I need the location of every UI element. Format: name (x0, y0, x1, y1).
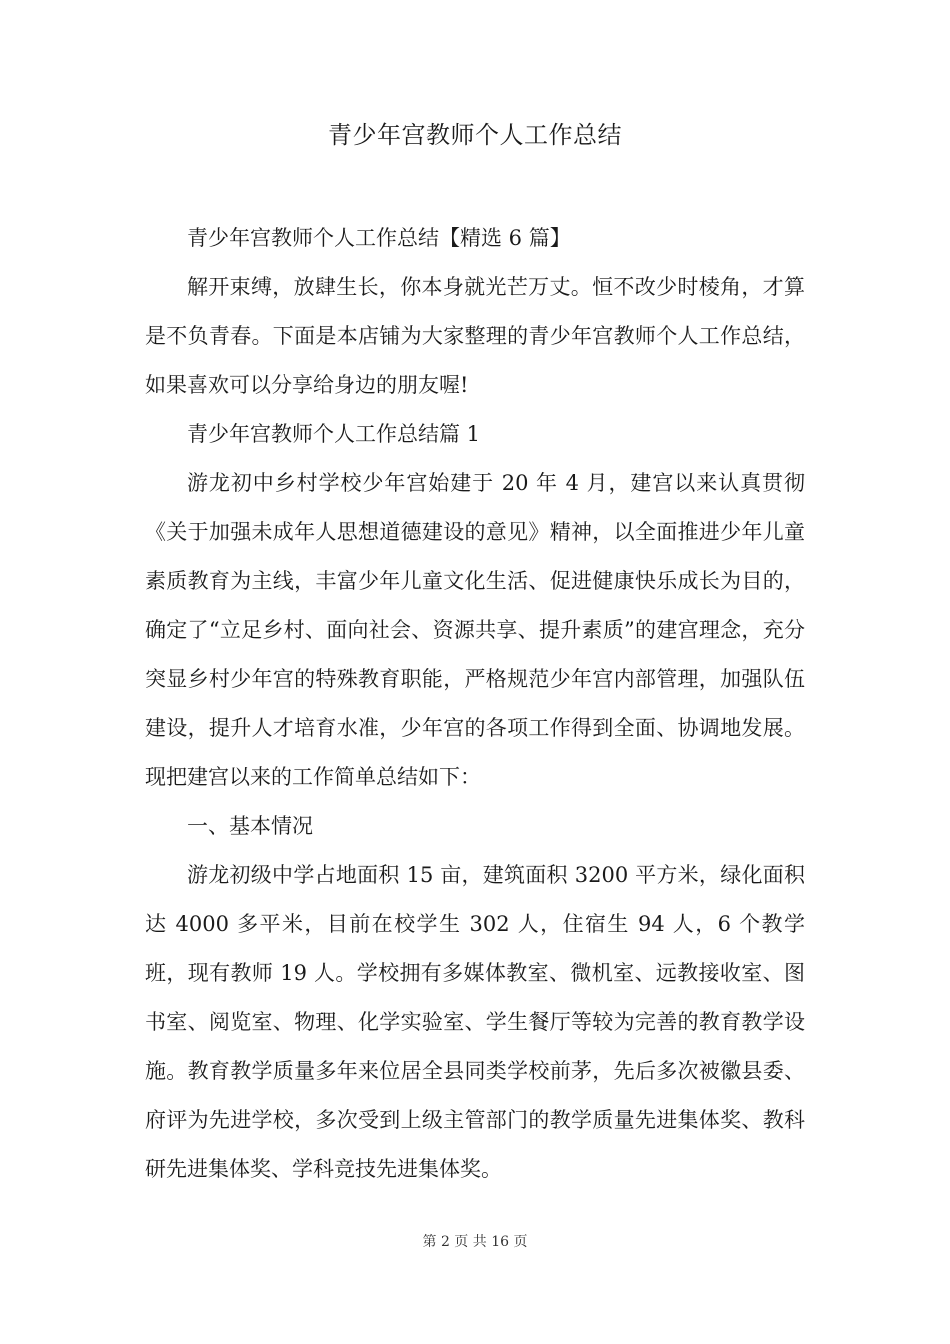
paragraph-heading-basic-info: 一、基本情况 (187, 814, 313, 838)
paragraph-section-heading: 青少年宫教师个人工作总结篇 1 (187, 422, 481, 446)
paragraph-subtitle: 青少年宫教师个人工作总结【精选 6 篇】 (187, 226, 571, 250)
paragraph-body: 游龙初中乡村学校少年宫始建于 20 年 4 月，建宫以来认真贯彻《关于加强未成年人思想道德建设的意见》精神，以全面推进少年儿童素质教育为主线，丰富少年儿童文化生活、促进健康快乐成长为目的，确定了“立足乡村、面向社会、资源共享、提升素质”的建宫理念，充分突显乡村少年宫的特殊教育职能，严格规范少年宫内部管理，加强队伍建设，提升人才培育水准，少年宫的各项工作得到全面、协调地发展。现把建宫以来的工作简单总结如下： (145, 471, 805, 789)
document-body (145, 214, 805, 1194)
page-number-footer: 第 2 页 共 16 页 (422, 1234, 528, 1250)
paragraph-intro: 解开束缚，放肆生长，你本身就光芒万丈。恒不改少时棱角，才算是不负青春。下面是本店铺为大家整理的青少年宫教师个人工作总结，如果喜欢可以分享给身边的朋友喔! (145, 275, 805, 397)
document-title: 青少年宫教师个人工作总结 (328, 121, 622, 149)
paragraph-body: 游龙初级中学占地面积 15 亩，建筑面积 3200 平方米，绿化面积达 4000 多平米，目前在校学生 302 人，住宿生 94 人，6 个教学班，现有教师 19 人。学校拥有多媒体教室、微机室、远教接收室、图书室、阅览室、物理、化学实验室、学生餐厅等较为完善的教育教学设施。教育教学质量多年来位居全县同类学校前茅，先后多次被徽县委、府评为先进学校，多次受到上级主管部门的教学质量先进集体奖、教科研先进集体奖、学科竞技先进集体奖。 (145, 863, 805, 1181)
